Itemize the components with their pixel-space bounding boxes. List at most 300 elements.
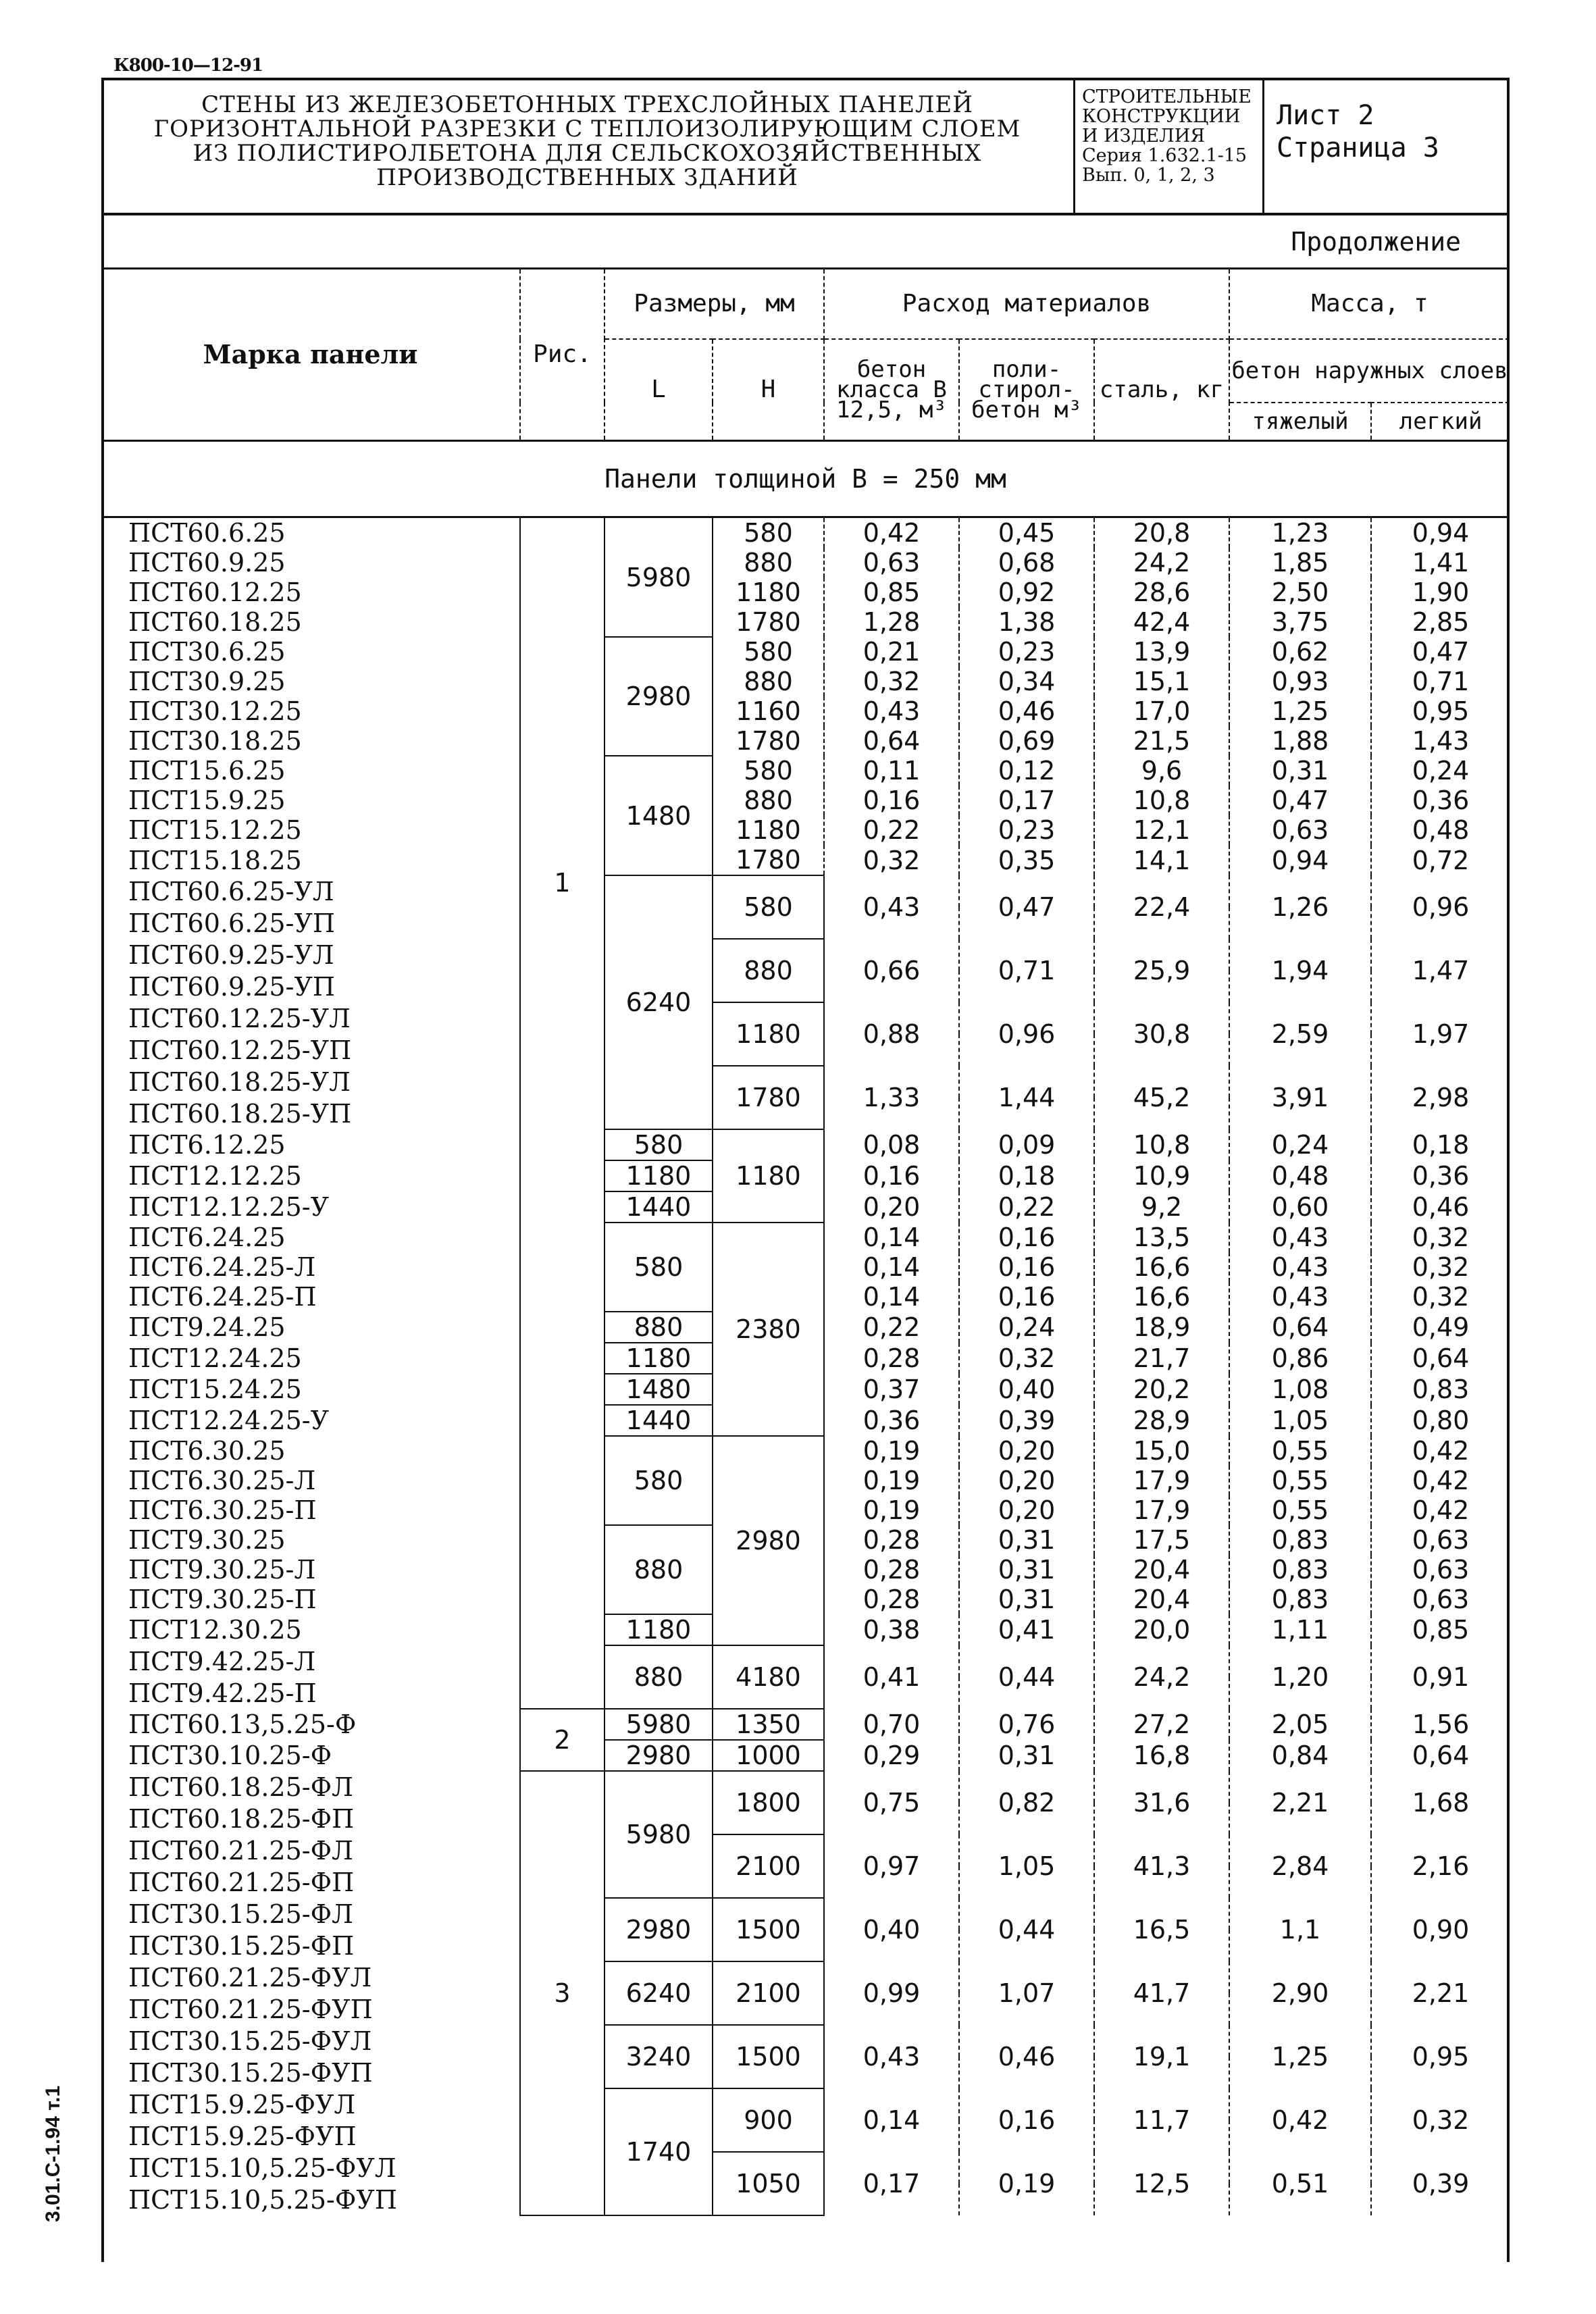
mass-light: 0,95 bbox=[1371, 696, 1510, 726]
steel-mass: 16,6 bbox=[1094, 1282, 1229, 1312]
polystyrene-volume: 0,96 bbox=[959, 1002, 1094, 1066]
concrete-volume: 0,63 bbox=[824, 548, 959, 577]
polystyrene-volume: 0,44 bbox=[959, 1898, 1094, 1961]
concrete-volume: 0,28 bbox=[824, 1555, 959, 1585]
table-row bbox=[101, 548, 1510, 577]
steel-mass: 10,8 bbox=[1094, 786, 1229, 815]
mass-heavy: 2,21 bbox=[1229, 1771, 1371, 1834]
length-value: 1180 bbox=[604, 1343, 713, 1374]
table-row bbox=[101, 1709, 1510, 1740]
length-value: 880 bbox=[604, 1645, 713, 1709]
steel-mass: 15,1 bbox=[1094, 667, 1229, 696]
panel-mark: ПСТ12.12.25 bbox=[101, 1160, 520, 1191]
steel-mass: 9,2 bbox=[1094, 1191, 1229, 1223]
steel-mass: 21,5 bbox=[1094, 726, 1229, 756]
height-value: 1180 bbox=[713, 815, 824, 845]
steel-mass: 25,9 bbox=[1094, 939, 1229, 1002]
panel-mark: ПСТ15.6.25 bbox=[101, 756, 520, 786]
figure-number: 3 bbox=[520, 1771, 604, 2215]
table-row bbox=[101, 577, 1510, 607]
steel-mass: 20,4 bbox=[1094, 1585, 1229, 1614]
col-concrete: бетон класса В 12,5, м³ bbox=[824, 339, 959, 441]
concrete-volume: 0,14 bbox=[824, 1252, 959, 1282]
height-value: 1350 bbox=[713, 1709, 824, 1740]
table-row bbox=[101, 815, 1510, 845]
table-row bbox=[101, 667, 1510, 696]
panel-mark: ПСТ30.15.25-ФУП bbox=[101, 2057, 520, 2088]
polystyrene-volume: 1,07 bbox=[959, 1961, 1094, 2025]
mass-heavy: 0,42 bbox=[1229, 2088, 1371, 2152]
mass-heavy: 3,75 bbox=[1229, 607, 1371, 637]
polystyrene-volume: 0,16 bbox=[959, 1282, 1094, 1312]
mass-light: 0,71 bbox=[1371, 667, 1510, 696]
series-line: КОНСТРУКЦИИ bbox=[1082, 106, 1241, 127]
mass-heavy: 0,60 bbox=[1229, 1191, 1371, 1223]
steel-mass: 16,5 bbox=[1094, 1898, 1229, 1961]
panel-mark: ПСТ15.9.25-ФУЛ bbox=[101, 2088, 520, 2120]
steel-mass: 10,9 bbox=[1094, 1160, 1229, 1191]
height-value: 1000 bbox=[713, 1740, 824, 1771]
mass-light: 2,16 bbox=[1371, 1834, 1510, 1898]
panel-mark: ПСТ60.13,5.25-Ф bbox=[101, 1709, 520, 1740]
steel-mass: 20,2 bbox=[1094, 1374, 1229, 1405]
polystyrene-volume: 1,38 bbox=[959, 607, 1094, 637]
polystyrene-volume: 0,34 bbox=[959, 667, 1094, 696]
table-body bbox=[101, 517, 1510, 2216]
col-outer: бетон наружных слоев bbox=[1229, 339, 1510, 403]
mass-heavy: 1,26 bbox=[1229, 875, 1371, 939]
concrete-volume: 0,43 bbox=[824, 2025, 959, 2088]
mass-heavy: 1,08 bbox=[1229, 1374, 1371, 1405]
mass-light: 0,47 bbox=[1371, 637, 1510, 667]
mass-heavy: 1,23 bbox=[1229, 517, 1371, 548]
polystyrene-volume: 0,18 bbox=[959, 1160, 1094, 1191]
length-value: 5980 bbox=[604, 1771, 713, 1898]
mass-heavy: 1,88 bbox=[1229, 726, 1371, 756]
table-row bbox=[101, 756, 1510, 786]
col-l: L bbox=[604, 339, 713, 441]
height-value: 580 bbox=[713, 637, 824, 667]
concrete-volume: 0,99 bbox=[824, 1961, 959, 2025]
table-row bbox=[101, 1436, 1510, 1466]
table-row bbox=[101, 1898, 1510, 1930]
polystyrene-volume: 0,46 bbox=[959, 2025, 1094, 2088]
panel-mark: ПСТ6.30.25-Л bbox=[101, 1466, 520, 1495]
title-line: ПРОИЗВОДСТВЕННЫХ ЗДАНИЙ bbox=[376, 164, 798, 191]
steel-mass: 19,1 bbox=[1094, 2025, 1229, 2088]
concrete-volume: 0,22 bbox=[824, 815, 959, 845]
mass-heavy: 0,51 bbox=[1229, 2152, 1371, 2215]
col-steel: сталь, кг bbox=[1094, 339, 1229, 441]
panel-mark: ПСТ9.42.25-Л bbox=[101, 1645, 520, 1677]
polystyrene-volume: 0,16 bbox=[959, 1223, 1094, 1252]
steel-mass: 12,5 bbox=[1094, 2152, 1229, 2215]
table-row bbox=[101, 2025, 1510, 2057]
length-value: 1740 bbox=[604, 2088, 713, 2215]
polystyrene-volume: 1,44 bbox=[959, 1066, 1094, 1129]
table-row bbox=[101, 517, 1510, 548]
mass-heavy: 0,84 bbox=[1229, 1740, 1371, 1771]
mass-light: 0,48 bbox=[1371, 815, 1510, 845]
panel-mark: ПСТ6.30.25 bbox=[101, 1436, 520, 1466]
mass-light: 0,32 bbox=[1371, 1223, 1510, 1252]
steel-mass: 28,6 bbox=[1094, 577, 1229, 607]
panel-mark: ПСТ15.10,5.25-ФУЛ bbox=[101, 2152, 520, 2184]
polystyrene-volume: 0,44 bbox=[959, 1645, 1094, 1709]
col-light: легкий bbox=[1371, 403, 1510, 441]
height-value: 1180 bbox=[713, 1002, 824, 1066]
height-value: 1780 bbox=[713, 845, 824, 875]
mass-light: 1,56 bbox=[1371, 1709, 1510, 1740]
mass-light: 0,32 bbox=[1371, 2088, 1510, 2152]
mass-light: 0,39 bbox=[1371, 2152, 1510, 2215]
steel-mass: 27,2 bbox=[1094, 1709, 1229, 1740]
panel-mark: ПСТ60.18.25-УП bbox=[101, 1098, 520, 1129]
table-row bbox=[101, 2088, 1510, 2120]
table-row bbox=[101, 939, 1510, 971]
mass-heavy: 1,25 bbox=[1229, 696, 1371, 726]
mass-heavy: 0,55 bbox=[1229, 1466, 1371, 1495]
concrete-volume: 0,08 bbox=[824, 1129, 959, 1160]
concrete-volume: 0,19 bbox=[824, 1495, 959, 1525]
series-line: СТРОИТЕЛЬНЫЕ bbox=[1082, 86, 1252, 107]
mass-light: 0,63 bbox=[1371, 1555, 1510, 1585]
panel-mark: ПСТ60.21.25-ФУП bbox=[101, 1993, 520, 2025]
mass-light: 0,96 bbox=[1371, 875, 1510, 939]
mass-light: 0,90 bbox=[1371, 1898, 1510, 1961]
steel-mass: 15,0 bbox=[1094, 1436, 1229, 1466]
panel-mark: ПСТ6.24.25-П bbox=[101, 1282, 520, 1312]
mass-heavy: 1,20 bbox=[1229, 1645, 1371, 1709]
polystyrene-volume: 0,47 bbox=[959, 875, 1094, 939]
mass-heavy: 2,90 bbox=[1229, 1961, 1371, 2025]
height-value: 2980 bbox=[713, 1436, 824, 1645]
polystyrene-volume: 0,76 bbox=[959, 1709, 1094, 1740]
mass-heavy: 1,1 bbox=[1229, 1898, 1371, 1961]
polystyrene-volume: 0,46 bbox=[959, 696, 1094, 726]
height-value: 1780 bbox=[713, 726, 824, 756]
concrete-volume: 0,29 bbox=[824, 1740, 959, 1771]
height-value: 1050 bbox=[713, 2152, 824, 2215]
mass-heavy: 0,43 bbox=[1229, 1223, 1371, 1252]
steel-mass: 28,9 bbox=[1094, 1405, 1229, 1436]
steel-mass: 20,8 bbox=[1094, 517, 1229, 548]
sheet-block bbox=[1264, 78, 1510, 214]
length-value: 5980 bbox=[604, 1709, 713, 1740]
panel-mark: ПСТ60.21.25-ФУЛ bbox=[101, 1961, 520, 1993]
length-value: 6240 bbox=[604, 1961, 713, 2025]
mass-light: 0,24 bbox=[1371, 756, 1510, 786]
mass-light: 0,63 bbox=[1371, 1585, 1510, 1614]
height-value: 2100 bbox=[713, 1834, 824, 1898]
steel-mass: 16,6 bbox=[1094, 1252, 1229, 1282]
figure-number: 2 bbox=[520, 1709, 604, 1771]
panel-mark: ПСТ30.6.25 bbox=[101, 637, 520, 667]
col-polystyrene: поли- стирол- бетон м³ bbox=[959, 339, 1094, 441]
polystyrene-volume: 0,09 bbox=[959, 1129, 1094, 1160]
concrete-volume: 0,32 bbox=[824, 667, 959, 696]
length-value: 1180 bbox=[604, 1160, 713, 1191]
concrete-volume: 0,17 bbox=[824, 2152, 959, 2215]
steel-mass: 41,7 bbox=[1094, 1961, 1229, 2025]
polystyrene-volume: 0,31 bbox=[959, 1740, 1094, 1771]
concrete-volume: 0,22 bbox=[824, 1312, 959, 1343]
concrete-volume: 0,70 bbox=[824, 1709, 959, 1740]
height-value: 2100 bbox=[713, 1961, 824, 2025]
steel-mass: 24,2 bbox=[1094, 1645, 1229, 1709]
polystyrene-volume: 0,20 bbox=[959, 1495, 1094, 1525]
panel-mark: ПСТ60.21.25-ФЛ bbox=[101, 1834, 520, 1866]
col-h: H bbox=[713, 339, 824, 441]
document-title bbox=[101, 78, 1075, 214]
mass-heavy: 2,05 bbox=[1229, 1709, 1371, 1740]
height-value: 1500 bbox=[713, 1898, 824, 1961]
mass-light: 0,42 bbox=[1371, 1466, 1510, 1495]
mass-light: 0,32 bbox=[1371, 1252, 1510, 1282]
panel-mark: ПСТ30.10.25-Ф bbox=[101, 1740, 520, 1771]
panel-mark: ПСТ12.30.25 bbox=[101, 1614, 520, 1645]
panel-mark: ПСТ60.21.25-ФП bbox=[101, 1866, 520, 1898]
series-line: Серия 1.632.1-15 bbox=[1082, 145, 1247, 166]
height-value: 580 bbox=[713, 756, 824, 786]
length-value: 1480 bbox=[604, 1374, 713, 1405]
height-value: 1500 bbox=[713, 2025, 824, 2088]
col-fig: Рис. bbox=[520, 269, 604, 441]
height-value: 1800 bbox=[713, 1771, 824, 1834]
polystyrene-volume: 0,19 bbox=[959, 2152, 1094, 2215]
concrete-volume: 0,41 bbox=[824, 1645, 959, 1709]
col-mark: Марка панели bbox=[101, 269, 520, 441]
mass-light: 0,18 bbox=[1371, 1129, 1510, 1160]
concrete-volume: 0,14 bbox=[824, 1282, 959, 1312]
steel-mass: 16,8 bbox=[1094, 1740, 1229, 1771]
steel-mass: 18,9 bbox=[1094, 1312, 1229, 1343]
concrete-volume: 0,19 bbox=[824, 1466, 959, 1495]
height-value: 1180 bbox=[713, 1129, 824, 1223]
mass-light: 0,46 bbox=[1371, 1191, 1510, 1223]
mass-light: 0,80 bbox=[1371, 1405, 1510, 1436]
polystyrene-volume: 0,41 bbox=[959, 1614, 1094, 1645]
mass-light: 0,63 bbox=[1371, 1525, 1510, 1555]
mass-light: 1,41 bbox=[1371, 548, 1510, 577]
length-value: 580 bbox=[604, 1436, 713, 1525]
length-value: 3240 bbox=[604, 2025, 713, 2088]
concrete-volume: 0,37 bbox=[824, 1374, 959, 1405]
mass-light: 0,91 bbox=[1371, 1645, 1510, 1709]
mass-heavy: 0,24 bbox=[1229, 1129, 1371, 1160]
concrete-volume: 0,16 bbox=[824, 1160, 959, 1191]
mass-heavy: 0,83 bbox=[1229, 1585, 1371, 1614]
steel-mass: 13,9 bbox=[1094, 637, 1229, 667]
mass-heavy: 0,47 bbox=[1229, 786, 1371, 815]
height-value: 580 bbox=[713, 517, 824, 548]
concrete-volume: 0,43 bbox=[824, 875, 959, 939]
table-row bbox=[101, 726, 1510, 756]
divider bbox=[101, 213, 1510, 215]
mass-heavy: 0,62 bbox=[1229, 637, 1371, 667]
mass-heavy: 0,43 bbox=[1229, 1282, 1371, 1312]
panel-mark: ПСТ15.10,5.25-ФУП bbox=[101, 2184, 520, 2215]
steel-mass: 22,4 bbox=[1094, 875, 1229, 939]
mass-heavy: 1,85 bbox=[1229, 548, 1371, 577]
table-row bbox=[101, 1961, 1510, 1993]
mass-light: 1,90 bbox=[1371, 577, 1510, 607]
polystyrene-volume: 0,20 bbox=[959, 1466, 1094, 1495]
panel-mark: ПСТ15.9.25 bbox=[101, 786, 520, 815]
mass-light: 0,42 bbox=[1371, 1495, 1510, 1525]
panel-mark: ПСТ60.6.25-УП bbox=[101, 907, 520, 939]
concrete-volume: 0,28 bbox=[824, 1585, 959, 1614]
panel-mark: ПСТ9.24.25 bbox=[101, 1312, 520, 1343]
steel-mass: 41,3 bbox=[1094, 1834, 1229, 1898]
concrete-volume: 0,14 bbox=[824, 1223, 959, 1252]
table-row bbox=[101, 1771, 1510, 1803]
sheet-number: Лист 2 bbox=[1277, 100, 1374, 131]
mass-light: 1,43 bbox=[1371, 726, 1510, 756]
mass-light: 2,98 bbox=[1371, 1066, 1510, 1129]
title-line: ГОРИЗОНТАЛЬНОЙ РАЗРЕЗКИ С ТЕПЛОИЗОЛИРУЮЩИМ СЛОЕМ bbox=[153, 115, 1021, 143]
height-value: 4180 bbox=[713, 1645, 824, 1709]
panel-mark: ПСТ6.24.25 bbox=[101, 1223, 520, 1252]
table-row bbox=[101, 637, 1510, 667]
concrete-volume: 0,43 bbox=[824, 696, 959, 726]
length-value: 2980 bbox=[604, 637, 713, 756]
polystyrene-volume: 0,32 bbox=[959, 1343, 1094, 1374]
panel-mark: ПСТ60.12.25-УЛ bbox=[101, 1002, 520, 1034]
table-row bbox=[101, 2152, 1510, 2184]
polystyrene-volume: 0,69 bbox=[959, 726, 1094, 756]
mass-heavy: 0,31 bbox=[1229, 756, 1371, 786]
table-row bbox=[101, 1002, 1510, 1034]
steel-mass: 17,9 bbox=[1094, 1495, 1229, 1525]
mass-heavy: 0,93 bbox=[1229, 667, 1371, 696]
mass-light: 0,64 bbox=[1371, 1740, 1510, 1771]
mass-heavy: 0,48 bbox=[1229, 1160, 1371, 1191]
length-value: 5980 bbox=[604, 517, 713, 638]
mass-light: 1,68 bbox=[1371, 1771, 1510, 1834]
panel-mark: ПСТ60.18.25-УЛ bbox=[101, 1066, 520, 1098]
polystyrene-volume: 0,35 bbox=[959, 845, 1094, 875]
length-value: 6240 bbox=[604, 875, 713, 1129]
steel-mass: 30,8 bbox=[1094, 1002, 1229, 1066]
panel-mark: ПСТ60.9.25-УЛ bbox=[101, 939, 520, 971]
panel-mark: ПСТ12.24.25 bbox=[101, 1343, 520, 1374]
length-value: 580 bbox=[604, 1223, 713, 1312]
mass-heavy: 1,25 bbox=[1229, 2025, 1371, 2088]
polystyrene-volume: 0,23 bbox=[959, 637, 1094, 667]
panel-mark: ПСТ30.15.25-ФП bbox=[101, 1930, 520, 1961]
steel-mass: 14,1 bbox=[1094, 845, 1229, 875]
polystyrene-volume: 1,05 bbox=[959, 1834, 1094, 1898]
mass-heavy: 0,83 bbox=[1229, 1555, 1371, 1585]
height-value: 880 bbox=[713, 548, 824, 577]
panel-mark: ПСТ60.12.25 bbox=[101, 577, 520, 607]
panel-mark: ПСТ60.18.25 bbox=[101, 607, 520, 637]
mass-heavy: 1,11 bbox=[1229, 1614, 1371, 1645]
height-value: 880 bbox=[713, 786, 824, 815]
steel-mass: 11,7 bbox=[1094, 2088, 1229, 2152]
mass-light: 0,85 bbox=[1371, 1614, 1510, 1645]
mass-heavy: 2,84 bbox=[1229, 1834, 1371, 1898]
panel-mark: ПСТ9.30.25-Л bbox=[101, 1555, 520, 1585]
panel-mark: ПСТ60.9.25-УП bbox=[101, 971, 520, 1002]
panel-table bbox=[101, 267, 1510, 2216]
mass-light: 0,36 bbox=[1371, 1160, 1510, 1191]
length-value: 880 bbox=[604, 1525, 713, 1614]
panel-mark: ПСТ15.18.25 bbox=[101, 845, 520, 875]
table-row bbox=[101, 786, 1510, 815]
height-value: 900 bbox=[713, 2088, 824, 2152]
mass-heavy: 2,59 bbox=[1229, 1002, 1371, 1066]
height-value: 1160 bbox=[713, 696, 824, 726]
height-value: 1180 bbox=[713, 577, 824, 607]
panel-mark: ПСТ60.9.25 bbox=[101, 548, 520, 577]
length-value: 1180 bbox=[604, 1614, 713, 1645]
table-row bbox=[101, 1129, 1510, 1160]
mass-light: 2,21 bbox=[1371, 1961, 1510, 2025]
mass-light: 0,49 bbox=[1371, 1312, 1510, 1343]
polystyrene-volume: 0,71 bbox=[959, 939, 1094, 1002]
col-materials: Расход материалов bbox=[824, 269, 1229, 340]
polystyrene-volume: 0,24 bbox=[959, 1312, 1094, 1343]
polystyrene-volume: 0,17 bbox=[959, 786, 1094, 815]
steel-mass: 10,8 bbox=[1094, 1129, 1229, 1160]
polystyrene-volume: 0,20 bbox=[959, 1436, 1094, 1466]
panel-mark: ПСТ30.12.25 bbox=[101, 696, 520, 726]
concrete-volume: 0,32 bbox=[824, 845, 959, 875]
polystyrene-volume: 0,39 bbox=[959, 1405, 1094, 1436]
mass-light: 0,64 bbox=[1371, 1343, 1510, 1374]
mass-heavy: 0,55 bbox=[1229, 1495, 1371, 1525]
height-value: 880 bbox=[713, 939, 824, 1002]
polystyrene-volume: 0,45 bbox=[959, 517, 1094, 548]
polystyrene-volume: 0,82 bbox=[959, 1771, 1094, 1834]
title-block bbox=[101, 78, 1510, 214]
series-line: Вып. 0, 1, 2, 3 bbox=[1082, 165, 1215, 186]
concrete-volume: 0,40 bbox=[824, 1898, 959, 1961]
steel-mass: 13,5 bbox=[1094, 1223, 1229, 1252]
side-stamp: 3.01.С-1.94 т.1 bbox=[42, 2085, 64, 2222]
concrete-volume: 0,97 bbox=[824, 1834, 959, 1898]
concrete-volume: 1,33 bbox=[824, 1066, 959, 1129]
panel-mark: ПСТ60.18.25-ФЛ bbox=[101, 1771, 520, 1803]
panel-mark: ПСТ30.18.25 bbox=[101, 726, 520, 756]
steel-mass: 45,2 bbox=[1094, 1066, 1229, 1129]
length-value: 880 bbox=[604, 1312, 713, 1343]
mass-light: 0,36 bbox=[1371, 786, 1510, 815]
polystyrene-volume: 0,68 bbox=[959, 548, 1094, 577]
page-number: Страница 3 bbox=[1277, 132, 1439, 163]
mass-heavy: 0,86 bbox=[1229, 1343, 1371, 1374]
mass-heavy: 1,94 bbox=[1229, 939, 1371, 1002]
mass-light: 0,42 bbox=[1371, 1436, 1510, 1466]
mass-heavy: 0,55 bbox=[1229, 1436, 1371, 1466]
table-row bbox=[101, 1645, 1510, 1677]
concrete-volume: 0,88 bbox=[824, 1002, 959, 1066]
length-value: 1440 bbox=[604, 1405, 713, 1436]
concrete-volume: 0,36 bbox=[824, 1405, 959, 1436]
panel-mark: ПСТ60.6.25 bbox=[101, 517, 520, 548]
title-line: СТЕНЫ ИЗ ЖЕЛЕЗОБЕТОННЫХ ТРЕХСЛОЙНЫХ ПАНЕЛЕЙ bbox=[201, 91, 973, 118]
height-value: 880 bbox=[713, 667, 824, 696]
concrete-volume: 0,28 bbox=[824, 1343, 959, 1374]
height-value: 580 bbox=[713, 875, 824, 939]
mass-heavy: 0,43 bbox=[1229, 1252, 1371, 1282]
concrete-volume: 0,11 bbox=[824, 756, 959, 786]
table-row bbox=[101, 607, 1510, 637]
mass-light: 0,72 bbox=[1371, 845, 1510, 875]
steel-mass: 17,5 bbox=[1094, 1525, 1229, 1555]
